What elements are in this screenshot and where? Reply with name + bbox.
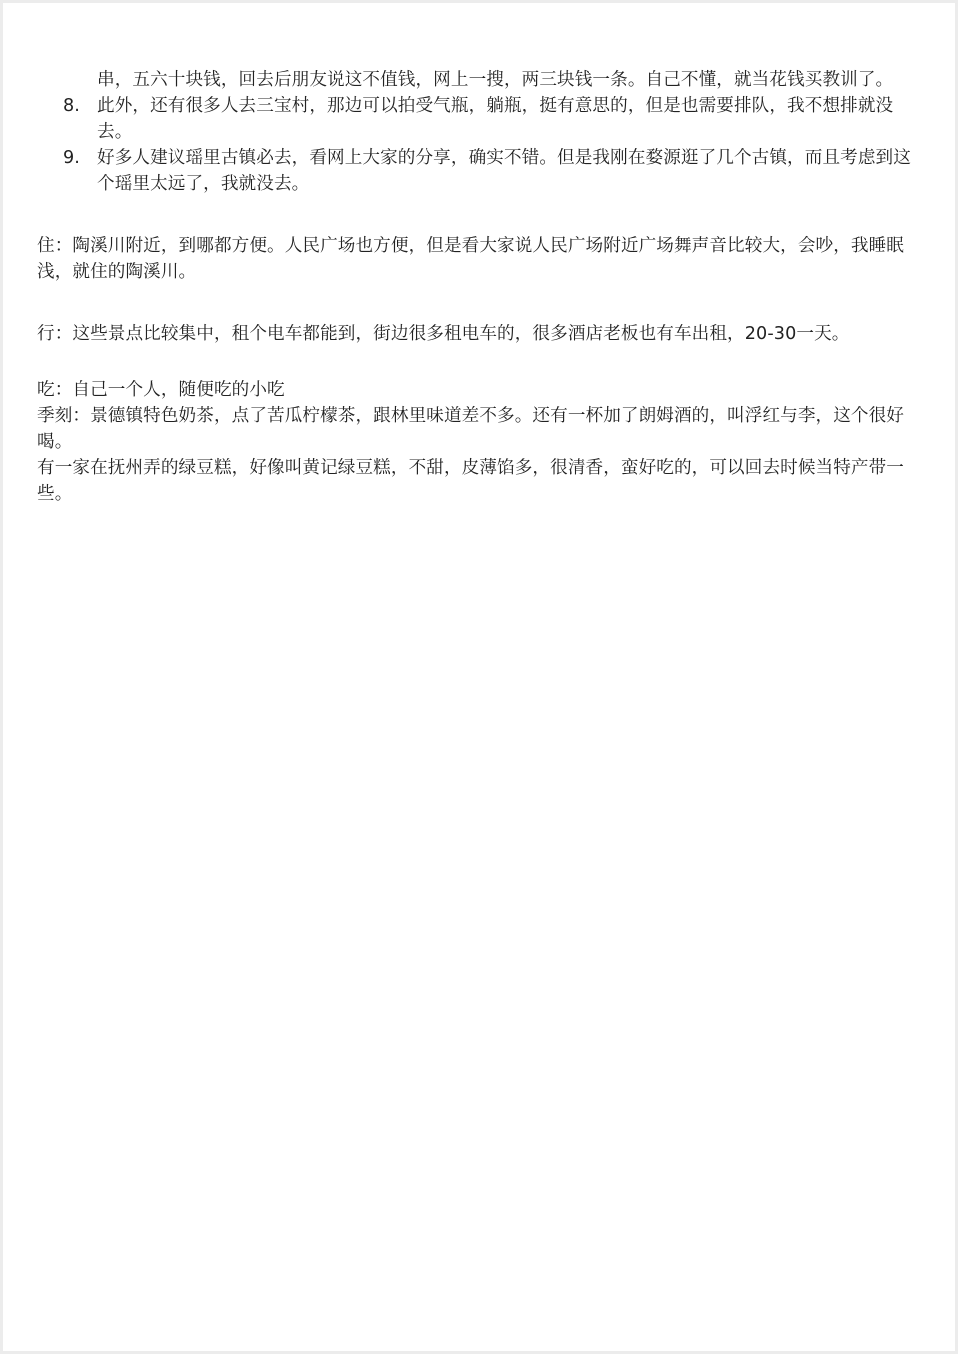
spacer (37, 197, 927, 233)
section-food-cake: 有一家在抚州弄的绿豆糕，好像叫黄记绿豆糕，不甜，皮薄馅多，很清香，蛮好吃的，可以回去时候当特产带一些。 (37, 458, 904, 504)
list-item-number: 8. (63, 96, 80, 116)
list-item-continuation (37, 67, 927, 93)
section-food-tea: 季刻：景德镇特色奶茶，点了苦瓜柠檬茶，跟林里味道差不多。还有一杯加了朗姆酒的，叫浮红与李，这个很好喝。 (37, 406, 904, 452)
list-item-text: 此外，还有很多人去三宝村，那边可以拍受气瓶，躺瓶，挺有意思的，但是也需要排队，我不想排就没去。 (97, 96, 894, 142)
list-item-text: 好多人建议瑶里古镇必去，看网上大家的分享，确实不错。但是我刚在婺源逛了几个古镇，而且考虑到这个瑶里太远了，我就没去。 (97, 148, 911, 194)
list-item-8 (37, 93, 927, 145)
spacer (37, 347, 927, 377)
list-item-9 (37, 145, 927, 197)
section-transport: 行：这些景点比较集中，租个电车都能到，街边很多租电车的，很多酒店老板也有车出租，20-30一天。 (37, 324, 850, 344)
spacer (37, 285, 927, 321)
section-food-intro: 吃：自己一个人，随便吃的小吃 (37, 380, 285, 400)
travel-tips-list (37, 67, 927, 197)
document-body (37, 67, 927, 507)
section-stay: 住：陶溪川附近，到哪都方便。人民广场也方便，但是看大家说人民广场附近广场舞声音比较大，会吵，我睡眠浅，就住的陶溪川。 (37, 236, 904, 282)
document-page (3, 3, 955, 1351)
list-item-number: 9. (63, 148, 80, 168)
list-item-text: 串，五六十块钱，回去后朋友说这不值钱，网上一搜，两三块钱一条。自己不懂，就当花钱买教训了。 (97, 70, 894, 90)
